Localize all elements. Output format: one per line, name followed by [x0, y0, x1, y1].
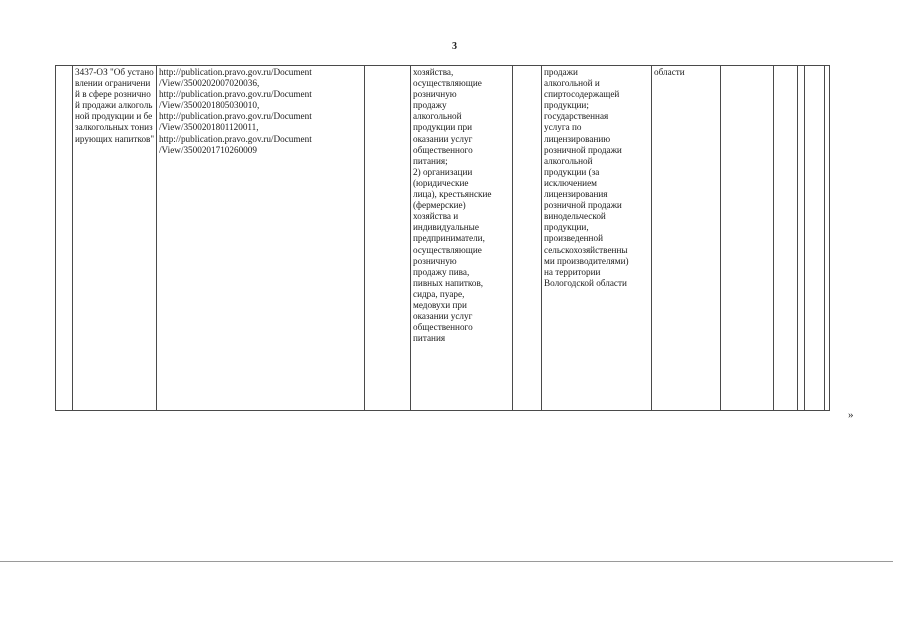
table-cell-empty	[365, 66, 411, 411]
table-cell-empty	[805, 66, 825, 411]
table-row	[56, 66, 830, 411]
law-title-cell: 3437-ОЗ "Об установлении ограничений в сфере розничной продажи алкогольной продукции и безалкогольных тонизирующих напитков"	[73, 66, 157, 411]
closing-quote-mark: »	[848, 409, 854, 421]
publication-links-cell: http://publication.pravo.gov.ru/Document /View/3500202007020036, http://publication.pravo.gov.ru/Document /View/3500201805030010, http://publication.pravo.gov.ru/Document /View/3500201801120011, http://publication.pravo.gov.ru/Document /View/3500201710260009	[157, 66, 365, 411]
table-cell-empty	[774, 66, 798, 411]
page-divider	[0, 561, 893, 562]
page-number: 3	[452, 41, 457, 52]
table-cell-empty	[721, 66, 774, 411]
table-cell-empty	[56, 66, 73, 411]
subjects-cell: хозяйства, осуществляющие розничную продажу алкогольной продукции при оказании услуг общественного питания; 2) организации (юридические лица), крестьянские (фермерские) хозяйства и индивидуальные предприниматели, осуществляющие розничную продажу пива, пивных напитков, сидра, пуаре, медовухи при оказании услуг общественного питания	[411, 66, 513, 411]
licensing-service-cell: продажи алкогольной и спиртосодержащей продукции; государственная услуга по лицензированию розничной продажи алкогольной продукции (за исключением лицензирования розничной продажи винодельческой продукции, произведенной сельскохозяйственны ми производителями) на территории Вологодской области	[542, 66, 652, 411]
table-cell-empty	[798, 66, 805, 411]
regulation-table	[55, 65, 830, 411]
region-cell: области	[652, 66, 721, 411]
table-cell-empty	[513, 66, 542, 411]
table-cell-empty	[825, 66, 830, 411]
